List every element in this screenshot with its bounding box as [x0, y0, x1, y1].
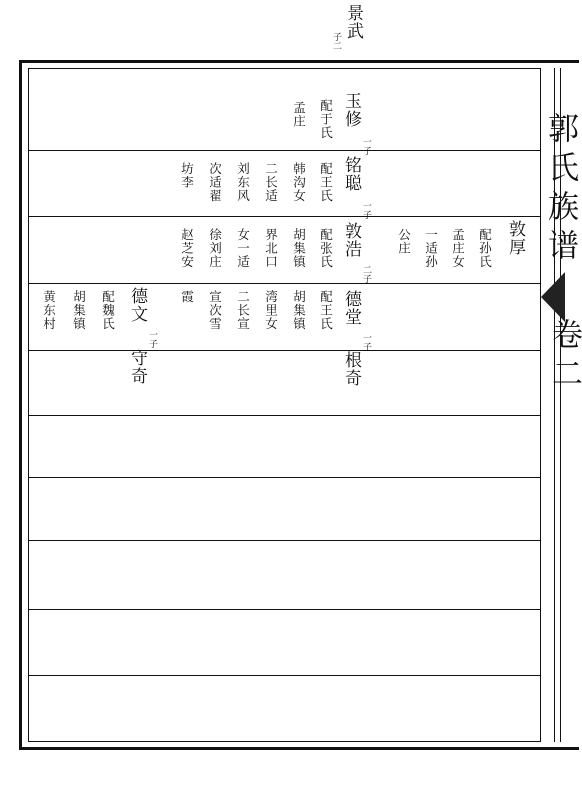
inner-frame — [28, 68, 541, 742]
row-rule-8 — [28, 609, 541, 610]
origin-detang: 胡集镇 — [291, 290, 307, 331]
person-name-minghui: 铭聪 — [341, 156, 361, 192]
spouse-dewen: 配魏氏 — [100, 290, 116, 331]
daughter-dunhao-4: 赵芝安 — [179, 228, 195, 269]
origin2-dewen: 黄东村 — [41, 290, 57, 331]
person-name-dewen: 德文 — [127, 287, 147, 323]
daughter-minghui-3: 次适翟 — [207, 162, 223, 203]
row-rule-1 — [28, 150, 541, 151]
fishtail-mark — [541, 272, 565, 322]
daughter-dunhao-2: 女一适 — [235, 228, 251, 269]
child-mark-yuxiu: 一子 — [361, 137, 371, 155]
origin-minghui: 韩沟女 — [291, 162, 307, 203]
daughter-detang-3: 宣次雪 — [207, 290, 223, 331]
daughter-dunhao-3: 徐刘庄 — [207, 228, 223, 269]
daughter-dunhao-1: 界北口 — [263, 228, 279, 269]
origin-dunhao: 胡集镇 — [291, 228, 307, 269]
child-mark-detang: 一子 — [361, 333, 371, 351]
daughter-minghui-4: 坊李 — [179, 162, 195, 189]
header-name: 景武 — [343, 4, 363, 40]
row-rule-9 — [28, 675, 541, 676]
person-name-shouqi: 守奇 — [127, 349, 147, 385]
origin-dunhou: 孟庄女 — [450, 228, 466, 269]
daughter-place-dunhou: 公庄 — [396, 228, 412, 255]
daughter-detang-1: 湾里女 — [263, 290, 279, 331]
spouse-yuxiu: 配于氏 — [318, 99, 334, 140]
spouse-dunhou: 配孙氏 — [477, 228, 493, 269]
person-name-detang: 德堂 — [341, 290, 361, 326]
row-rule-5 — [28, 415, 541, 416]
row-rule-3 — [28, 283, 541, 284]
row-rule-6 — [28, 477, 541, 478]
daughter-detang-2: 二长宣 — [235, 290, 251, 331]
person-name-dunhao: 敦浩 — [341, 222, 361, 258]
child-mark-dewen: 一子 — [147, 330, 157, 348]
daughter-minghui-1: 二长适 — [263, 162, 279, 203]
spouse-detang: 配王氏 — [318, 290, 334, 331]
row-rule-4 — [28, 350, 541, 351]
spouse-minghui: 配王氏 — [318, 162, 334, 203]
daughter-detang-4: 霞 — [179, 290, 195, 304]
origin-yuxiu: 孟庄 — [291, 101, 307, 128]
daughter-minghui-2: 刘东风 — [235, 162, 251, 203]
row-rule-2 — [28, 216, 541, 217]
child-mark-dunhao: 二子 — [361, 265, 371, 283]
side-title: 郭氏族谱 — [542, 112, 578, 268]
person-name-yuxiu: 玉修 — [341, 92, 361, 128]
daughter-dunhou: 一适孙 — [423, 228, 439, 269]
child-mark-minghui: 一子 — [361, 201, 371, 219]
person-name-dunhou: 敦厚 — [505, 220, 525, 256]
origin-dewen: 胡集镇 — [71, 290, 87, 331]
person-name-genqi: 根奇 — [341, 351, 361, 387]
header-note: 子二 — [331, 32, 341, 50]
row-rule-7 — [28, 540, 541, 541]
side-volume: 卷二 — [546, 318, 582, 396]
spouse-dunhao: 配张氏 — [318, 228, 334, 269]
